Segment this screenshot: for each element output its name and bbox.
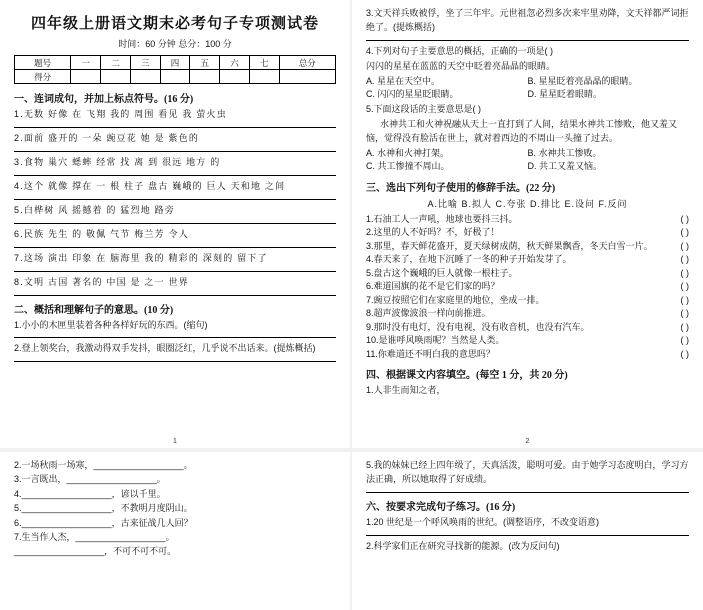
answer-rule (14, 337, 336, 338)
question: 7.豌豆按照它们在家庭里的地位，坐成一排。 (366, 294, 545, 305)
table-row (15, 70, 336, 84)
question-row (366, 253, 689, 267)
question-row (366, 267, 689, 281)
section-heading-2: 二、概括和理解句子的意思。(10 分) (14, 304, 174, 316)
option[interactable]: C. 共工惨撞不周山。 (366, 161, 450, 172)
answer-bracket[interactable]: ( ) (680, 213, 689, 224)
option[interactable]: B. 星星眨着亮晶晶的眼睛。 (527, 75, 638, 86)
question: 5.盘古这个巍峨的巨人就像一根柱子。 (366, 267, 518, 278)
question-sentence: 水神共工和火神祝融从天上一直打到了人间，结果水神共工惨败，他又羞又恼，觉得没有脸活在世上，就对着西边的不周山一头撞了过去。 (366, 118, 678, 143)
answer-rule (14, 361, 336, 362)
table-cell[interactable] (279, 70, 335, 84)
section-heading-3: 三、选出下列句子使用的修辞手法。(22 分) (366, 182, 556, 194)
table-cell: 七 (249, 56, 279, 70)
question-sentence: 闪闪的星星在蓝蓝的天空中眨着亮晶晶的眼睛。 (366, 60, 556, 71)
option[interactable]: D. 共工又羞又恼。 (527, 161, 603, 172)
question: 4.下列对句子主要意思的概括，正确的一项是( ) (366, 45, 554, 56)
question: 3.那里，春天鲜花盛开，夏天绿树成荫，秋天鲜果飘香，冬天白雪一片。 (366, 240, 653, 251)
question: 2.登上领奖台，我激动得双手发抖，眼圈泛红，几乎说不出话来。(提炼概括) (14, 343, 316, 354)
answer-bracket[interactable]: ( ) (680, 321, 689, 332)
exam-page-1 (0, 0, 350, 448)
question: 8.超声波像波浪一样向前推进。 (366, 308, 491, 319)
question: 1.无数 好像 在 飞翔 我的 周围 看见 我 萤火虫 (14, 109, 227, 119)
question: 6.__________________，古来征战几人回？ (14, 517, 193, 528)
answer-rule (14, 223, 336, 224)
question: 4.这个 就像 撑在 一 根 柱子 盘古 巍峨的 巨人 天和地 之间 (14, 180, 286, 191)
question: 7.生当作人杰，__________________。 (14, 531, 175, 542)
option-row (366, 88, 689, 102)
question: 5.我的妹妹已经上四年级了，天真活泼，聪明可爱。由于她学习态度明白，学习方法正确，所以她取得了好成绩。 (366, 460, 689, 484)
question-tail: __________________，不可不可不可。 (14, 546, 177, 557)
answer-rule (366, 40, 689, 41)
question: 11.你难道还不明白我的意思吗？ (366, 348, 495, 359)
question: 5.下面这段话的主要意思是( ) (366, 103, 482, 114)
table-cell[interactable] (220, 70, 250, 84)
table-cell: 五 (190, 56, 220, 70)
answer-bracket[interactable]: ( ) (680, 240, 689, 251)
option[interactable]: D. 星星眨着眼睛。 (527, 89, 603, 100)
question: 2.科学家们正在研究寻找新的能源。(改为反问句) (366, 540, 560, 551)
table-cell: 总分 (279, 56, 335, 70)
answer-bracket[interactable]: ( ) (680, 254, 689, 265)
answer-rule (366, 492, 689, 493)
question: 2.一场秋雨一场寒，__________________。 (14, 460, 193, 470)
option[interactable]: C. 闪闪的星星眨眼睛。 (366, 89, 459, 100)
table-cell[interactable] (71, 70, 101, 84)
question: 4.春天来了，在地下沉睡了一冬的种子开始发芽了。 (366, 254, 572, 265)
question-row (366, 321, 689, 335)
answer-rule (14, 127, 336, 128)
option[interactable]: A. 水神和火神打架。 (366, 147, 450, 158)
page-number: 2 (525, 438, 530, 445)
question-row (366, 213, 689, 227)
page-number: 1 (173, 438, 177, 445)
question-row (366, 307, 689, 321)
table-cell[interactable] (130, 70, 160, 84)
question: 6.民族 先生 的 敬佩 气节 梅兰芳 令人 (14, 228, 189, 239)
question: 10.是谁呼风唤雨呢？当然是人类。 (366, 335, 505, 346)
option-row (366, 160, 689, 174)
question-row (366, 294, 689, 308)
option-row (366, 75, 689, 89)
question: 1.小小的木匣里装着各种各样好玩的东西。(缩句) (14, 319, 208, 330)
question: 8.文明 古国 著名的 中国 是 之一 世界 (14, 276, 189, 287)
question: 1.20 世纪是一个呼风唤雨的世纪。(调整语序，不改变语意) (366, 516, 600, 527)
question: 4.__________________，谚以千里。 (14, 488, 166, 499)
question-row (366, 334, 689, 348)
question: 3.一言既出，__________________。 (14, 474, 166, 485)
table-cell: 四 (160, 56, 190, 70)
option[interactable]: B. 水神共工惨败。 (527, 147, 602, 158)
answer-rule (14, 175, 336, 176)
table-cell[interactable] (101, 70, 131, 84)
table-cell: 一 (71, 56, 101, 70)
question-row (366, 240, 689, 254)
question: 2.面前 盛开的 一朵 豌豆花 她 是 紫色的 (14, 132, 200, 143)
exam-subtitle: 时间：60 分钟 总分：100 分 (118, 39, 232, 49)
section-heading-6: 六、按要求完成句子练习。(16 分) (366, 501, 516, 513)
table-cell: 三 (130, 56, 160, 70)
answer-bracket[interactable]: ( ) (680, 267, 689, 278)
table-cell: 六 (220, 56, 250, 70)
question: 5.白桦树 风 摇撼着 的 猛烈地 路旁 (14, 204, 176, 215)
table-cell[interactable] (249, 70, 279, 84)
table-cell: 二 (101, 56, 131, 70)
question-row (366, 226, 689, 240)
question: 2.这里的人不好吗？不，好极了！ (366, 227, 500, 238)
answer-bracket[interactable]: ( ) (680, 281, 689, 292)
exam-page-3 (0, 452, 350, 610)
table-cell[interactable] (190, 70, 220, 84)
table-cell[interactable] (160, 70, 190, 84)
question-row (366, 348, 689, 362)
section-heading-4: 四、根据课文内容填空。(每空 1 分，共 20 分) (366, 370, 568, 382)
question: 9.那时没有电灯，没有电视，没有收音机，也没有汽车。 (366, 321, 590, 332)
question-row (366, 280, 689, 294)
question: 3.食物 巢穴 蟋蟀 经常 找 离 到 很远 地方 的 (14, 156, 221, 167)
question: 7.这场 演出 印象 在 脑海里 我的 精彩的 深刻的 留下了 (14, 252, 268, 263)
answer-bracket[interactable]: ( ) (680, 335, 689, 346)
score-table (14, 55, 336, 84)
section-heading-1: 一、连词成句，并加上标点符号。(16 分) (14, 94, 194, 105)
answer-rule (14, 295, 336, 296)
answer-bracket[interactable]: ( ) (680, 308, 689, 319)
answer-rule (14, 199, 336, 200)
section-legend: A.比喻 B.拟人 C.夸张 D.排比 E.设问 F.反问 (427, 198, 628, 209)
question: 6.难道国旗的花不是它们家的吗？ (366, 281, 500, 292)
table-row (15, 56, 336, 70)
exam-page-4 (352, 452, 703, 610)
question: 5.__________________，不教明月度阴山。 (14, 503, 193, 514)
answer-bracket[interactable]: ( ) (680, 294, 689, 305)
table-cell: 题号 (15, 56, 71, 70)
question: 1.人非生而知之者， (366, 385, 446, 396)
option-row (366, 147, 689, 161)
exam-page-2 (352, 0, 703, 448)
question: 3.文天祥兵败被俘，坐了三年牢。元世祖忽必烈多次来牢里劝降，文天祥都严词拒绝了。(提炼概括) (366, 8, 689, 32)
answer-rule (14, 271, 336, 272)
answer-bracket[interactable]: ( ) (680, 348, 689, 359)
answer-rule (14, 151, 336, 152)
table-cell: 得分 (15, 70, 71, 84)
answer-bracket[interactable]: ( ) (680, 227, 689, 238)
page-title: 四年级上册语文期末必考句子专项测试卷 (30, 16, 319, 32)
option[interactable]: A. 星星在天空中。 (366, 75, 441, 86)
question: 1.石油工人一声吼，地球也要抖三抖。 (366, 213, 518, 224)
answer-rule (366, 535, 689, 536)
answer-rule (14, 247, 336, 248)
